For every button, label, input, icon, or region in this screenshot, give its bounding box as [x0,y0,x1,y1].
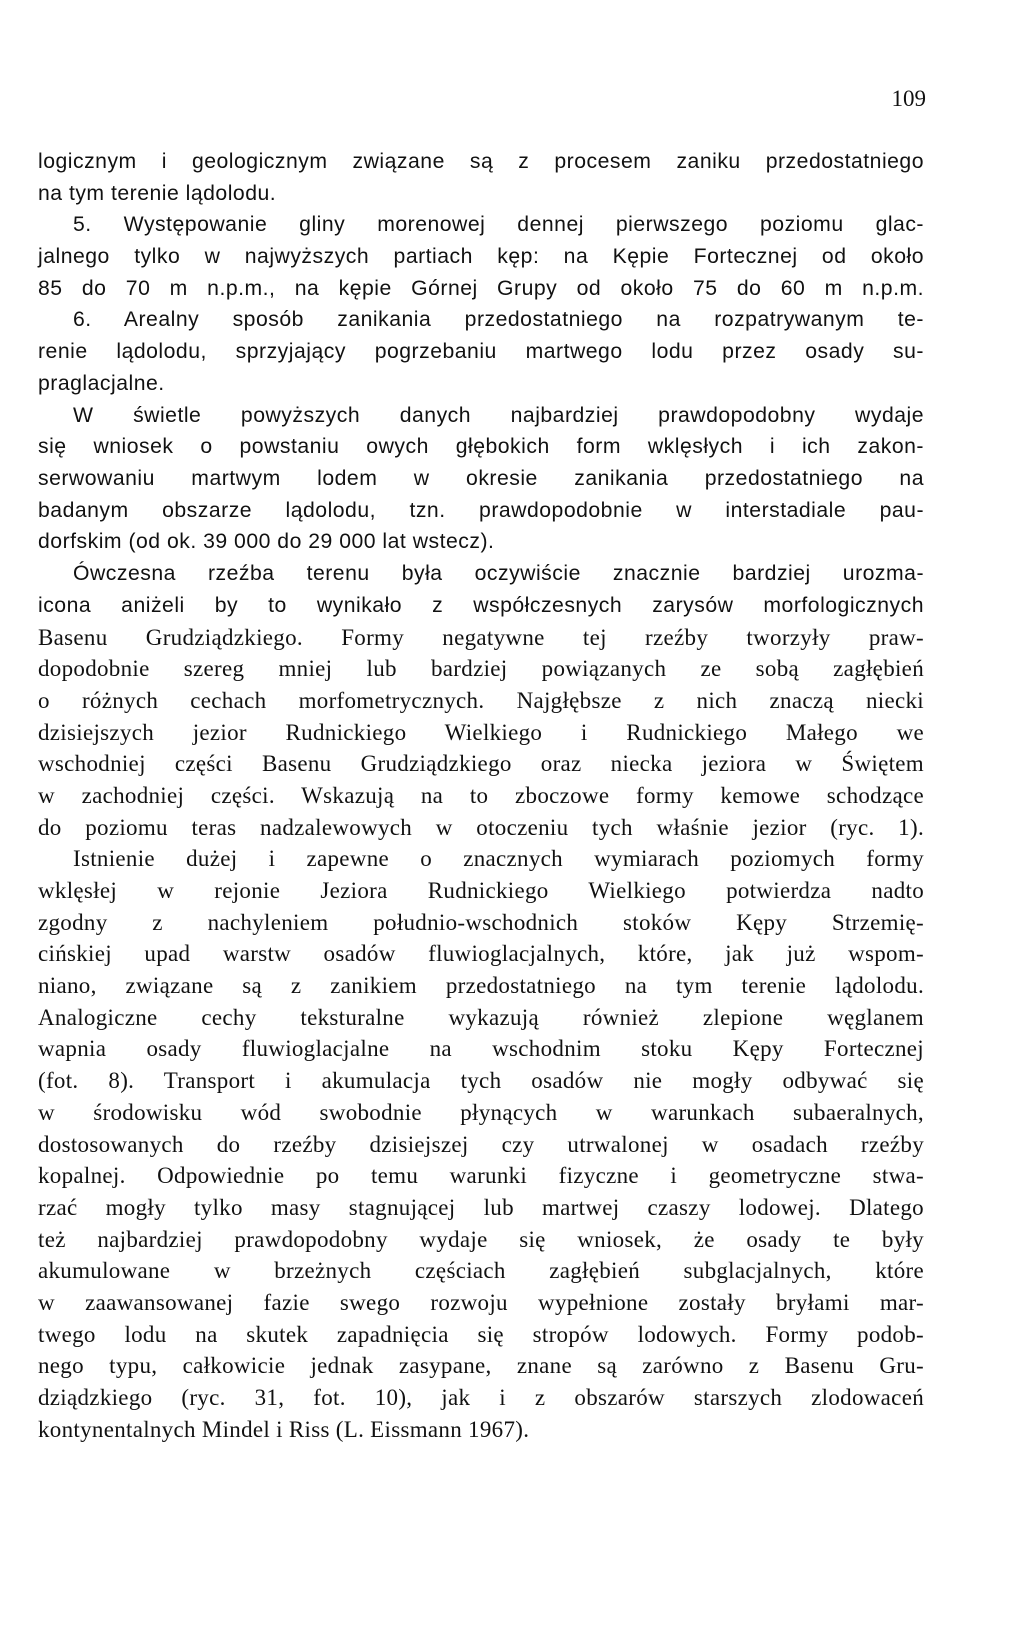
text-line: na tym terenie lądolodu. [38,181,277,205]
text-line: wapnia osady fluwioglacjalne na wschodnim stoku Kępy Fortecznej [38,1036,924,1062]
text-line: w zachodniej części. Wskazują na to zboczowe formy kemowe schodzące [38,782,924,808]
text-line: zgodny z nachyleniem południo-wschodnich stoków Kępy Strzemię- [38,909,924,935]
text-line: akumulowane w brzeżnych częściach zagłębień subglacjalnych, które [38,1258,924,1284]
text-line: dostosowanych do rzeźby dzisiejszej czy utrwalonej w osadach rzeźby [38,1131,924,1157]
body-text-upper [38,146,924,621]
text-line: Basenu Grudziądzkiego. Formy negatywne tej rzeźby tworzyły praw- [38,624,924,650]
text-line: badanym obszarze lądolodu, tzn. prawdopodobnie w interstadiale pau- [38,498,924,522]
text-line: wschodniej części Basenu Grudziądzkiego oraz niecka jeziora w Świętem [38,751,924,777]
text-line: 5. Występowanie gliny morenowej dennej pierwszego poziomu glac- [73,213,924,237]
text-line: kontynentalnych Mindel i Riss (L. Eissmann 1967). [38,1416,530,1442]
text-line: niano, związane są z zanikiem przedostatniego na tym terenie lądolodu. [38,973,924,999]
text-line: twego lodu na skutek zapadnięcia się stropów lodowych. Formy podob- [38,1321,924,1347]
text-line: jalnego tylko w najwyższych partiach kęp: na Kępie Fortecznej od około [38,245,924,269]
text-line: dzisiejszych jezior Rudnickiego Wielkiego i Rudnickiego Małego we [38,719,924,745]
text-line: praglacjalne. [38,371,165,395]
text-line: logicznym i geologicznym związane są z procesem zaniku przedostatniego [38,150,924,173]
text-line: Istnienie dużej i zapewne o znacznych wymiarach poziomych formy [73,846,924,872]
text-line: 6. Arealny sposób zanikania przedostatniego na rozpatrywanym te- [73,308,924,332]
text-line: icona aniżeli by to wynikało z współczesnych zarysów morfologicznych [38,593,924,617]
text-line: renie lądolodu, sprzyjający pogrzebaniu martwego lodu przez osady su- [38,340,924,364]
text-line: się wniosek o powstaniu owych głębokich form wklęsłych i ich zakon- [38,435,924,459]
page-number: 109 [891,86,926,111]
text-line: W świetle powyższych danych najbardziej prawdopodobny wydaje [73,403,924,427]
text-line: Ówczesna rzeźba terenu była oczywiście znacznie bardziej urozma- [73,561,924,585]
text-line: cińskiej upad warstw osadów fluwioglacjalnych, które, jak już wspom- [38,941,924,967]
text-line: dopodobnie szereg mniej lub bardziej powiązanych ze sobą zagłębień [38,656,924,682]
text-line: (fot. 8). Transport i akumulacja tych osadów nie mogły odbywać się [38,1068,924,1094]
text-line: o różnych cechach morfometrycznych. Najgłębsze z nich znaczą niecki [38,687,924,713]
text-line: dorfskim (od ok. 39 000 do 29 000 lat wstecz). [38,530,495,554]
text-line: kopalnej. Odpowiednie po temu warunki fizyczne i geometryczne stwa- [38,1163,924,1189]
text-line: do poziomu teras nadzalewowych w otoczeniu tych właśnie jezior (ryc. 1). [38,814,924,840]
body-text-lower [38,622,924,1446]
text-line: w środowisku wód swobodnie płynących w warunkach subaeralnych, [38,1099,924,1125]
text-line: dziądzkiego (ryc. 31, fot. 10), jak i z obszarów starszych zlodowaceń [38,1385,924,1410]
text-line: serwowaniu martwym lodem w okresie zanikania przedostatniego na [38,466,924,490]
text-line: 85 do 70 m n.p.m., na kępie Górnej Grupy od około 75 do 60 m n.p.m. [38,276,924,300]
text-line: też najbardziej prawdopodobny wydaje się wniosek, że osady te były [38,1226,924,1252]
text-line: w zaawansowanej fazie swego rozwoju wypełnione zostały bryłami mar- [38,1289,924,1315]
text-line: rzać mogły tylko masy stagnującej lub martwej czaszy lodowej. Dlatego [38,1194,924,1220]
text-line: wklęsłej w rejonie Jeziora Rudnickiego Wielkiego potwierdza nadto [38,878,924,903]
text-line: Analogiczne cechy teksturalne wykazują również zlepione węglanem [38,1004,924,1030]
text-line: nego typu, całkowicie jednak zasypane, znane są zarówno z Basenu Gru- [38,1353,924,1379]
